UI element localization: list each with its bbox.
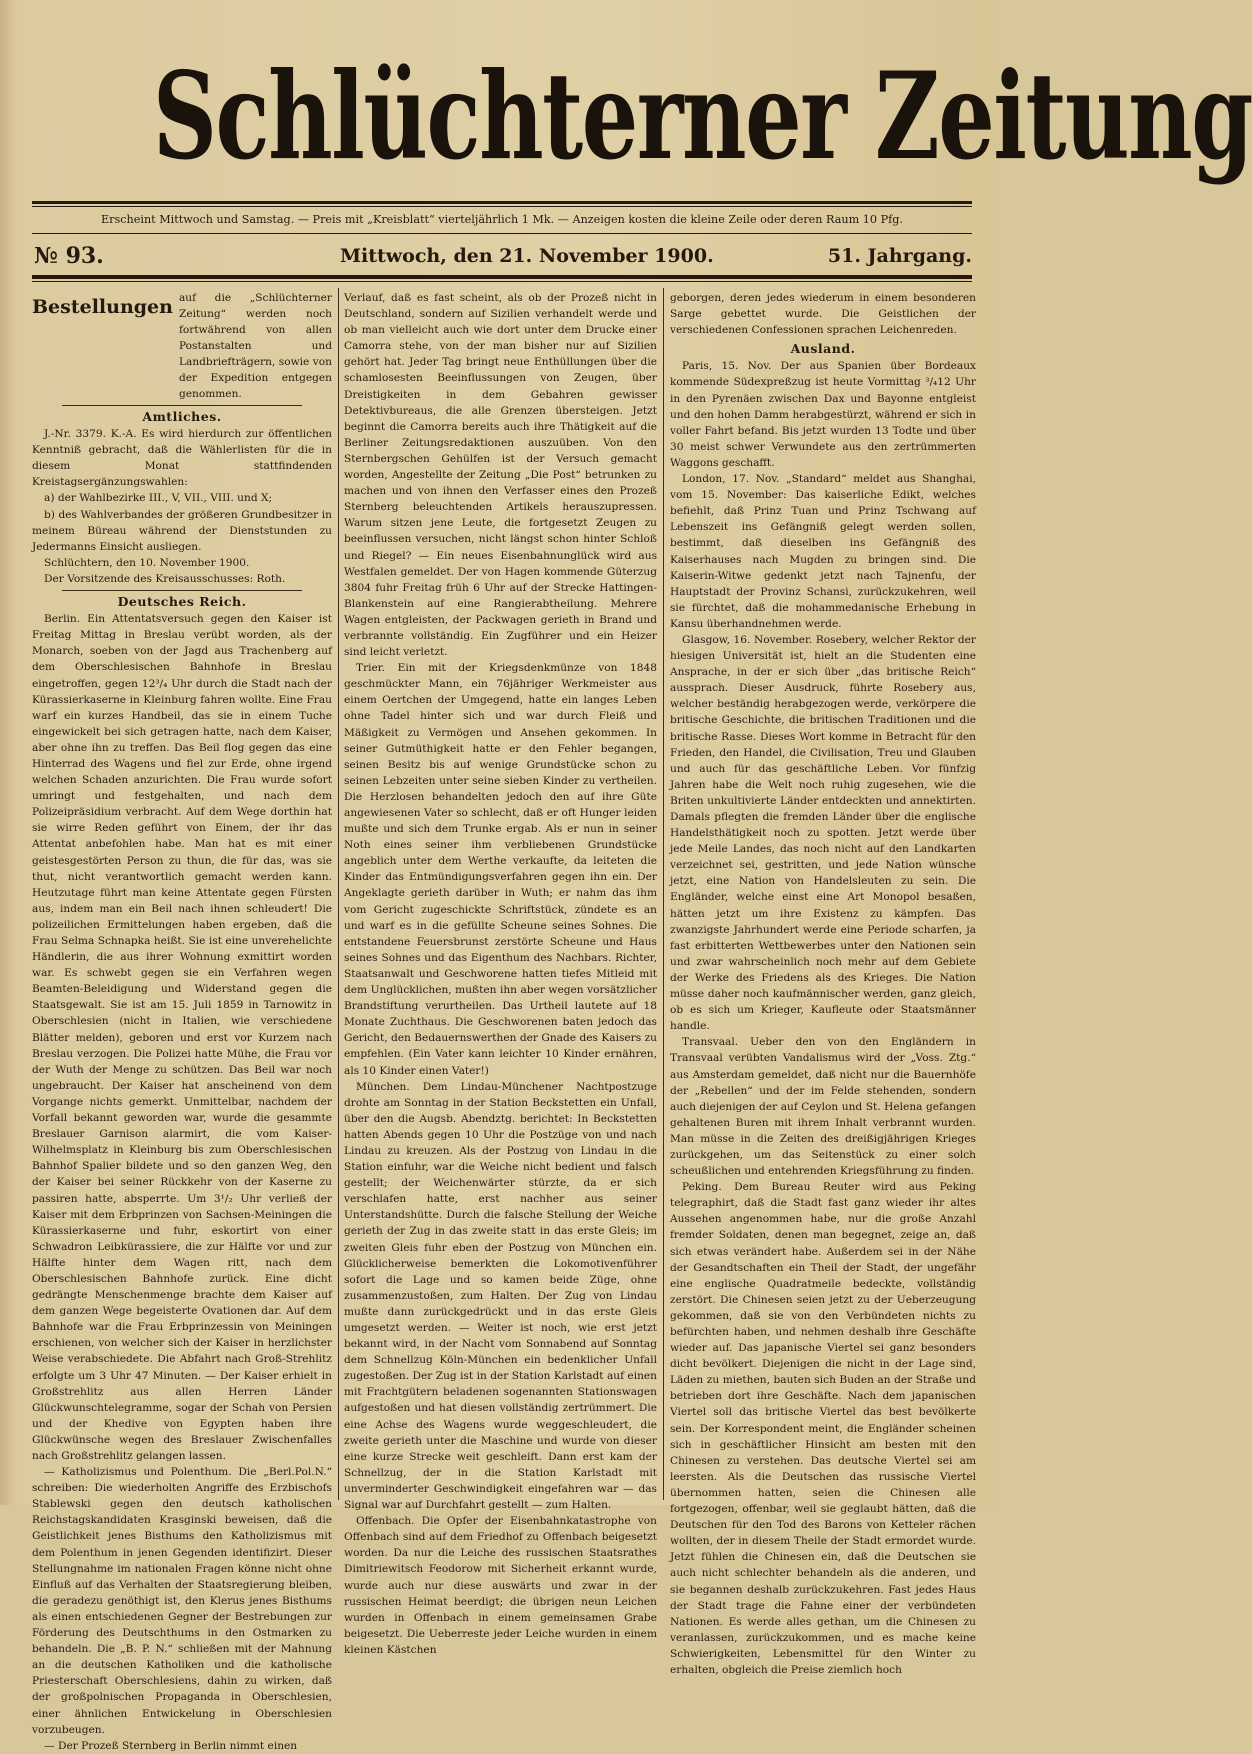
- section-heading-amtliches: Amtliches.: [142, 409, 222, 424]
- rule: [32, 206, 972, 207]
- paragraph: — Katholizismus und Polenthum. Die „Berl.Pol.N.“ schreiben: Die wiederholten Angriffe des Erzbischofs Stablewski gegen den deutsch katholischen Reichstagskandidaten Krasginski beweisen, daß die Geistlichkeit jenes Bisthums den Katholizismus mit dem Polenthum in jenen Gegenden identifizirt. Dieser Stellungnahme im nationalen Fragen könne nicht ohne Einfluß auf das Verhalten der Staatsregierung bleiben, die geradezu genöthigt ist, den Klerus jenes Bisthums als einen entschiedenen Gegner der Bestrebungen zur Förderung des Deutschthums in den Ostmarken zu behandeln. Die „B. P. N.“ schließen mit der Mahnung an die deutschen Katholiken und die katholische Priesterschaft Oberschlesiens, dahin zu wirken, daß der großpolnischen Propaganda in Oberschlesien, einer ähnlichen Entwickelung in Oberschlesien vorzubeugen.: [32, 1466, 332, 1736]
- rule: [32, 233, 972, 234]
- paragraph: Schlüchtern, den 10. November 1900.: [44, 556, 250, 569]
- paragraph: geborgen, deren jedes wiederum in einem besonderen Sarge gebettet wurde. Die Geistlichen der verschiedenen Confessionen sprachen Leichenreden.: [670, 292, 976, 337]
- rule: [32, 281, 972, 282]
- rule: [32, 275, 972, 279]
- section-heading-ausland: Ausland.: [790, 341, 856, 357]
- paragraph: a) der Wahlbezirke III., V, VII., VIII. und X;: [44, 492, 273, 505]
- divider: [62, 405, 302, 406]
- subscription-line: Erscheint Mittwoch und Samstag. — Preis mit „Kreisblatt“ vierteljährlich 1 Mk. — Anzeigen kosten die kleine Zeile oder deren Raum 10 Pfg.: [101, 213, 903, 226]
- paragraph: Glasgow, 16. November. Rosebery, welcher Rektor der hiesigen Universität ist, hielt an die Studenten eine Ansprache, in der er sich über „das britische Reich“ aussprach. Dieser Ausdruck, führte Rosebery aus, welcher beständig herabgezogen werde, verkörpere die britische Geschichte, die britischen Traditionen und die britische Rasse. Dieses Wort komme in Betracht für den Frieden, den Handel, die Civilisation, Treu und Glauben und auch für das geschäftliche Leben. Vor fünfzig Jahren habe die Welt noch ruhig zugesehen, wie die Briten unkultivierte Länder entdeckten und annektirten. Damals pflegten die fremden Länder über die englische Handelsthätigkeit noch zu spotten. Jetzt werde über jede Meile Landes, das noch nicht auf den Landkarten verzeichnet sei, gestritten, und jede Nation wünsche jetzt, eine Nation von Handelsleuten zu sein. Die Engländer, welche einst eine Art Monopol besaßen, hätten jetzt um ihre Existenz zu kämpfen. Das zwanzigste Jahrhundert werde eine Periode scharfen, ja fast erbitterten Wettbewerbes unter den Nationen sein und zwar wahrscheinlich noch mehr auf dem Gebiete der Werke des Friedens als des Krieges. Die Nation müsse daher noch kaufmännischer werden, ganz gleich, ob es sich um Krieger, Kaufleute oder Staatsmänner handle.: [670, 633, 976, 1033]
- rule: [32, 201, 972, 204]
- divider: [62, 590, 302, 591]
- paragraph: Transvaal. Ueber den von den Engländern in Transvaal verübten Vandalismus wird der „Voss. Ztg.“ aus Amsterdam gemeldet, daß nicht nur die Bauernhöfe der „Rebellen“ und der im Felde stehenden, sondern auch diejenigen der auf Ceylon und St. Helena gefangen gehaltenen Buren mit ihrem Inhalt verbrannt wurden. Man müsse in die Zeiten des dreißigjährigen Krieges zurückgehen, um das Seitenstück zu einer solch scheußlichen und entehrenden Kriegsführung zu finden.: [670, 1036, 976, 1178]
- paragraph: b) des Wahlverbandes der größeren Grundbesitzer in meinem Büreau während der Dienststunden zu Jedermanns Einsicht ausliegen.: [32, 508, 332, 553]
- paragraph: Verlauf, daß es fast scheint, als ob der Prozeß nicht in Deutschland, sondern auf Sizilien verhandelt werde und ob man vielleicht auch wie dort unter dem Drucke einer Camorra stehe, von der man bisher nur auf Sizilien gehört hat. Jeder Tag bringt neue Enthüllungen über die schamlosesten Beeinflussungen von Zeugen, über Dreistigkeiten in dem Gebahren gewisser Detektivbureaus, die alle Grenzen übersteigen. Jetzt beginnt die Camorra bereits auch ihre Thätigkeit auf die Berliner Zeitungsredaktionen auszuüben. Von den Sternbergschen Gehülfen ist der Versuch gemacht worden, Angestellte der Zeitung „Die Post“ betrunken zu machen und von ihnen den Verfasser eines den Prozeß Sternberg beleuchtenden Artikels herauszupressen. Warum sitzen jene Leute, die fortgesetzt Zeugen zu beeinflussen versuchen, nicht längst schon hinter Schloß und Riegel? — Ein neues Eisenbahnunglück wird aus Westfalen gemeldet. Der von Hagen kommende Güterzug 3804 fuhr Freitag früh 6 Uhr auf der Strecke Hattingen-Blankenstein auf eine Rangierabtheilung. Mehrere Wagen entgleisten, der Packwagen gerieth in Brand und verbrannte vollständig. Ein Zugführer und ein Heizer sind leicht verletzt.: [344, 292, 657, 659]
- paragraph: Paris, 15. Nov. Der aus Spanien über Bordeaux kommende Südexpreßzug ist heute Vormittag ³/₄12 Uhr in den Pyrenäen zwischen Dax und Bayonne entgleist und den hohen Damm herabgestürzt, während er sich in voller Fahrt befand. Bis jetzt wurden 13 Todte und über 30 meist schwer Verwundete aus den zertrümmerten Waggons geschafft.: [670, 360, 976, 469]
- paragraph: München. Dem Lindau-Münchener Nachtpostzuge drohte am Sonntag in der Station Beckstetten ein Unfall, über den die Augsb. Abendztg. berichtet: In Beckstetten hatten Abends gegen 10 Uhr die Postzüge von und nach Lindau zu kreuzen. Als der Postzug von Lindau in die Station einfuhr, war die Weiche nicht bedient und falsch gestellt; der Weichenwärter stürzte, da er sich verschlafen hatte, erst nachher aus seiner Unterstandshütte. Durch die falsche Stellung der Weiche gerieth der Zug in das zweite statt in das erste Gleis; im zweiten Gleis fuhr eben der Postzug von München ein. Glücklicherweise bemerkten die Lokomotivenführer sofort die Lage und so kamen beide Züge, ohne zusammenzustoßen, zum Halten. Der Zug von Lindau mußte dann zurückgedrückt und in das erste Gleis umgesetzt werden. — Weiter ist noch, wie erst jetzt bekannt wird, in der Nacht vom Sonnabend auf Sonntag dem Schnellzug Köln-München ein bedenklicher Unfall zugestoßen. Der Zug ist in der Station Karlstadt auf einen mit Frachtgütern beladenen sogenannten Stationswagen aufgestoßen und hat diesen vollständig zertrümmert. Die eine Achse des Wagens wurde weggeschleudert, die zweite gerieth unter die Maschine und wurde von dieser eine kurze Strecke weit geschleift. Dann erst kam der Schnellzug, der in die Station Karlstadt mit unverminderter Geschwindigkeit eingefahren war — das Signal war auf Durchfahrt gestellt — zum Halten.: [344, 1080, 657, 1512]
- paragraph: Der Vorsitzende des Kreisausschusses: Roth.: [44, 572, 286, 585]
- paragraph: J.-Nr. 3379. K.-A. Es wird hierdurch zur öffentlichen Kenntniß gebracht, daß die Wählerlisten für die in diesem Monat stattfindenden Kreistagsergänzungswahlen:: [32, 428, 332, 489]
- subscription-notice: [32, 290, 332, 402]
- issue-number: № 93.: [34, 243, 104, 269]
- subscription-heading: Bestellungen: [32, 296, 173, 318]
- subscription-text: auf die „Schlüchterner Zeitung“ werden noch fortwährend von allen Postanstalten und Landbriefträgern, sowie von der Expedition entgegen genommen.: [178, 292, 332, 400]
- paragraph: Berlin. Ein Attentatsversuch gegen den Kaiser ist Freitag Mittag in Breslau verübt worden, als der Monarch, soeben von der Jagd aus Trachenberg auf dem Oberschlesischen Bahnhofe in Breslau eingetroffen, gegen 12³/₄ Uhr durch die Stadt nach der Kürassierkaserne in Kleinburg fahren wollte. Eine Frau warf ein kurzes Handbeil, das sie in einem Tuche eingewickelt bei sich getragen hatte, nach dem Kaiser, aber ohne ihn zu treffen. Das Beil flog gegen das eine Hinterrad des Wagens und fiel zur Erde, ohne irgend welchen Schaden anzurichten. Die Frau wurde sofort umringt und festgehalten, und nach dem Polizeipräsidium verbracht. Auf dem Wege dorthin hat sie wirre Reden geführt von Einem, der ihr das Attentat anbefohlen habe. Man hat es mit einer geistesgestörten Person zu thun, die für das, was sie thut, nicht verantwortlich gemacht werden kann. Heutzutage führt man keine Attentate gegen Fürsten aus, indem man ein Beil nach ihnen schleudert! Die polizeilichen Ermittelungen haben ergeben, daß die Frau Selma Schnapka heißt. Sie ist eine unverehelichte Händlerin, die aus ihrer Wohnung exmittirt worden war. Es schwebt gegen sie ein Verfahren wegen Beamten-Beleidigung und Widerstand gegen die Staatsgewalt. Sie ist am 15. Juli 1859 in Tarnowitz in Oberschlesien (nicht in Italien, wie verschiedene Blätter melden), geboren und erst vor Kurzem nach Breslau verzogen. Die Polizei hatte Mühe, die Frau vor der Wuth der Menge zu schützen. Das Beil war noch ungebraucht. Der Kaiser hat anscheinend von dem Vorgange nichts gemerkt. Unmittelbar, nachdem der Vorfall bekannt geworden war, wurde die gesammte Breslauer Garnison alarmirt, die vom Kaiser-Wilhelmsplatz in Kleinburg bis zum Oberschlesischen Bahnhof Spalier bildete und so den ganzen Weg, den der Kaiser bei seiner Rückkehr von der Kaserne zu passiren hatte, absperrte. Um 3¹/₂ Uhr verließ der Kaiser mit dem Erbprinzen von Sachsen-Meiningen die Kürassierkaserne und fuhr, eskortirt von einer Schwadron Leibkürassiere, die zur Hälfte vor und zur Hälfte hinter dem Wagen ritt, nach dem Oberschlesischen Bahnhofe zurück. Eine dicht gedrängte Menschenmenge brachte dem Kaiser auf dem ganzen Wege begeisterte Ovationen dar. Auf dem Bahnhofe war die Frau Erbprinzessin von Meiningen erschienen, von welcher sich der Kaiser in herzlichster Weise verabschiedete. Die Abfahrt nach Groß-Strehlitz erfolgte um 3 Uhr 47 Minuten. — Der Kaiser erhielt in Großstrehlitz aus allen Herren Länder Glückwunschtelegramme, sogar der Schah von Persien und der Khedive von Egypten haben ihre Glückwünsche wegen des Breslauer Zwischenfalles nach Großstrehlitz gelangen lassen.: [32, 613, 332, 1462]
- column-3: [670, 290, 976, 1676]
- column-1: [32, 290, 332, 1752]
- column-divider: [338, 288, 339, 1500]
- paragraph: — Der Prozeß Sternberg in Berlin nimmt einen: [44, 1739, 298, 1752]
- paragraph: Offenbach. Die Opfer der Eisenbahnkatastrophe von Offenbach sind auf dem Friedhof zu Offenbach beigesetzt worden. Da nur die Leiche des russischen Staatsrathes Dimitriewitsch Feodorow mit Sicherheit erkannt wurde, wurde auch nur diese auswärts und zwar in der russischen Heimat beerdigt; die übrigen neun Leichen wurden in Offenbach in einem gemeinsamen Grabe beigesetzt. Die Ueberreste jeder Leiche wurden in einem kleinen Kästchen: [344, 1515, 657, 1656]
- paragraph: Peking. Dem Bureau Reuter wird aus Peking telegraphirt, daß die Stadt fast ganz wieder ihr altes Aussehen angenommen habe, nur die große Anzahl fremder Soldaten, denen man begegnet, zeige an, daß sich etwas verändert habe. Außerdem sei in der Nähe der Gesandtschaften ein Theil der Stadt, der ungefähr eine englische Quadratmeile bedeckte, vollständig zerstört. Die Chinesen seien jetzt zu der Ueberzeugung gekommen, daß sie von den Verbündeten nichts zu befürchten haben, und nehmen deshalb ihre Geschäfte wieder auf. Das japanische Viertel sei ganz besonders dicht bevölkert. Diejenigen die nicht in der Lage sind, Läden zu miethen, bauten sich Buden an der Straße und betrieben dort ihre Geschäfte. Nach dem japanischen Viertel soll das britische Viertel das best bevölkerte sein. Der Korrespondent meint, die Engländer scheinen sich in geschäftlicher Hinsicht am besten mit den Chinesen zu verstehen. Das deutsche Viertel sei am leersten. Als die Deutschen das russische Viertel übernommen hatten, seien die Chinesen alle fortgezogen, offenbar, weil sie geglaubt hätten, daß die Deutschen für den Tod des Barons von Ketteler rächen wollten, der in diesem Theile der Stadt ermordet wurde. Jetzt fühlen die Chinesen ein, daß die Deutschen sie auch nicht schlechter behandeln als die anderen, und sie begannen deshalb zurückzukehren. Fast jedes Haus der Stadt trage die Fahne einer der verbündeten Nationen. Es werde alles gethan, um die Chinesen zu veranlassen, zurückzukommen, und es mache keine Schwierigkeiten, Lebensmittel für den Winter zu erhalten, obgleich die Preise ziemlich hoch: [670, 1181, 976, 1676]
- issue-date: Mittwoch, den 21. November 1900.: [340, 245, 714, 267]
- issue-volume: 51. Jahrgang.: [827, 245, 972, 267]
- masthead-title: Schlüchterner Zeitung: [152, 46, 1252, 187]
- section-heading-deutsches-reich: Deutsches Reich.: [117, 594, 247, 610]
- paragraph: London, 17. Nov. „Standard“ meldet aus Shanghai, vom 15. November: Das kaiserliche Edikt, welches befiehlt, daß Prinz Tuan und Prinz Tschwang auf Lebenszeit ins Gefängniß gelegt werden sollen, bestimmt, daß dieselben ins Gefängniß des Kaiserhauses nach Mugden zu bringen sind. Die Kaiserin-Witwe gedenkt jetzt nach Tajnenfu, der Hauptstadt der Provinz Schansi, zurückzukehren, weil sie fürchtet, daß die mohammedanische Erhebung in Kansu überhandnehmen werde.: [670, 473, 976, 630]
- column-2: [344, 290, 657, 1656]
- column-divider: [663, 288, 664, 1500]
- paragraph: Trier. Ein mit der Kriegsdenkmünze von 1848 geschmückter Mann, ein 76jähriger Werkmeister aus einem Oertchen der Umgegend, hatte ein langes Leben ohne Tadel hinter sich und war durch Fleiß und Mäßigkeit zu Vermögen und Ansehen gekommen. In seiner Gutmüthigkeit hatte er den Fehler begangen, seinen Besitz bis auf wenige Grundstücke schon zu seinen Lebzeiten unter seine sieben Kinder zu vertheilen. Die Herzlosen behandelten jedoch den auf ihre Güte angewiesenen Vater so schlecht, daß er oft Hunger leiden mußte und sich dem Trunke ergab. Als er nun in seiner Noth eines seiner ihm verbliebenen Grundstücke angeblich unter dem Werthe verkaufte, da leiteten die Kinder das Entmündigungsverfahren gegen ihn ein. Der Angeklagte gerieth darüber in Wuth; er nahm das ihm vom Gericht zugeschickte Schriftstück, zündete es an und warf es in die gefüllte Scheune seines Sohnes. Die entstandene Feuersbrunst zerstörte Scheune und Haus seines Sohnes und das Eigenthum des Nachbars. Richter, Staatsanwalt und Geschworene hatten tiefes Mitleid mit dem Unglücklichen, mußten ihn aber wegen vorsätzlicher Brandstiftung verurtheilen. Das Urtheil lautete auf 18 Monate Zuchthaus. Die Geschworenen baten jedoch das Gericht, den Bedauernswerthen der Gnade des Kaisers zu empfehlen. (Ein Vater kann leichter 10 Kinder ernähren, als 10 Kinder einen Vater!): [344, 662, 657, 1077]
